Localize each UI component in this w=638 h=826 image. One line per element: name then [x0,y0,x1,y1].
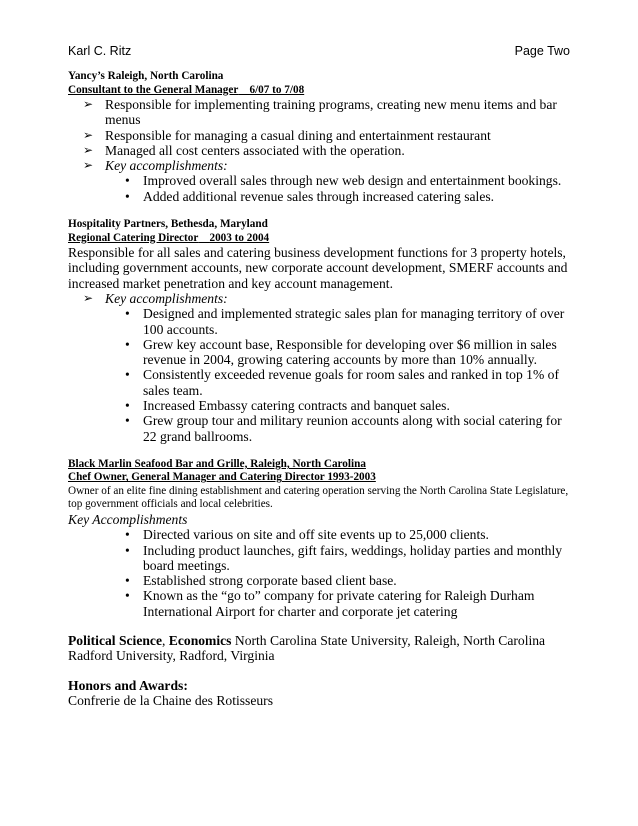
education-school-1: North Carolina State University, Raleigh, North Carolina [231,633,546,649]
list-item: ➢ Key accomplishments: [83,158,228,174]
arrow-bullet-icon: ➢ [83,127,94,142]
honors-section [68,678,573,709]
bullet-icon: • [125,588,130,604]
bullet-icon: • [125,398,130,414]
job-black-marlin [68,458,573,619]
list-item: • Improved overall sales through new web design and entertainment bookings. [125,173,562,189]
list-item: ➢ Responsible for managing a casual dining and entertainment restaurant [83,127,491,143]
list-item: • Grew key account base, Responsible for developing over $6 million in sales revenue in 2004, growing catering accounts by more than 10% annually. [125,336,557,368]
arrow-bullet-icon: ➢ [83,290,94,305]
list-item: • Added additional revenue sales through increased catering sales. [125,188,495,204]
job-employer: Black Marlin Seafood Bar and Grille, Raleigh, North Carolina [68,457,366,470]
bullet-icon: • [125,336,130,352]
list-item: • Grew group tour and military reunion accounts along with social catering for 22 grand ballrooms. [125,413,562,444]
honors-heading: Honors and Awards: [68,677,188,693]
bullet-icon: • [125,188,130,204]
job-employer: Yancy’s Raleigh, North Carolina [68,70,224,82]
list-item: • Known as the “go to” company for private catering for Raleigh Durham International Airport for charter and corporate jet catering [125,588,535,619]
job-dates: 6/07 to 7/08 [249,83,305,96]
arrow-bullet-icon: ➢ [83,142,94,157]
list-item: ➢ Managed all cost centers associated with the operation. [83,142,405,158]
list-item: • Including product launches, gift fairs, weddings, holiday parties and monthly board meetings. [125,542,563,573]
job-title-line [68,232,573,246]
accomplishment-list [68,527,573,619]
job-title-line [68,84,573,98]
job-employer: Hospitality Partners, Bethesda, Maryland [68,218,268,231]
list-item: • Increased Embassy catering contracts and banquet sales. [125,398,450,414]
arrow-bullet-icon: ➢ [83,158,94,173]
job-summary: Responsible for all sales and catering business development functions for 3 property hotels, including government accounts, new corporate account development, SMERF accounts and increased market penetration and key account management. [68,245,568,291]
education-school-2: Radford University, Radford, Virginia [68,648,275,664]
list-item: • Directed various on site and off site events up to 25,000 clients. [125,527,489,543]
duty-list [68,97,573,173]
resume-body [68,70,573,708]
list-item: • Established strong corporate based client base. [125,573,397,589]
education-section [68,633,573,664]
arrow-bullet-icon: ➢ [83,97,94,111]
header-name: Karl C. Ritz [68,44,132,58]
list-item: ➢ Responsible for implementing training programs, creating new menu items and bar menus [83,97,557,128]
bullet-icon: • [125,527,130,543]
job-summary: Owner of an elite fine dining establishment and catering operation serving the North Carolina State Legislature, top government officials and local celebrities. [68,484,569,511]
duty-list [68,291,573,306]
job-yancys [68,70,573,204]
list-item: ➢ Key accomplishments: [83,290,228,306]
job-title: Chef Owner, General Manager and Catering Director 1993-2003 [68,471,376,484]
bullet-icon: • [125,542,130,558]
header-page-number: Page Two [514,44,570,58]
bullet-icon: • [125,367,130,383]
bullet-icon: • [125,306,130,322]
job-title: Consultant to the General Manager [68,83,239,96]
education-major-1: Political Science [68,633,162,649]
list-item: • Consistently exceeded revenue goals for room sales and ranked in top 1% of sales team. [125,367,559,398]
bullet-icon: • [125,173,130,189]
bullet-icon: • [125,573,130,589]
bullet-icon: • [125,413,130,429]
page-header [68,44,570,60]
job-hospitality-partners [68,218,573,444]
accomplishment-list [68,173,573,204]
accomplishments-label: Key Accomplishments [68,511,188,527]
job-title: Regional Catering Director [68,231,199,244]
list-item: • Designed and implemented strategic sales plan for managing territory of over 100 accounts. [125,306,565,337]
education-line-1: Political Science, Economics North Carolina State University, Raleigh, North Carolina [68,633,546,649]
job-dates: 2003 to 2004 [209,231,270,244]
accomplishment-list [68,306,573,444]
education-major-2: Economics [168,633,232,649]
honors-item: Confrerie de la Chaine des Rotisseurs [68,692,273,708]
